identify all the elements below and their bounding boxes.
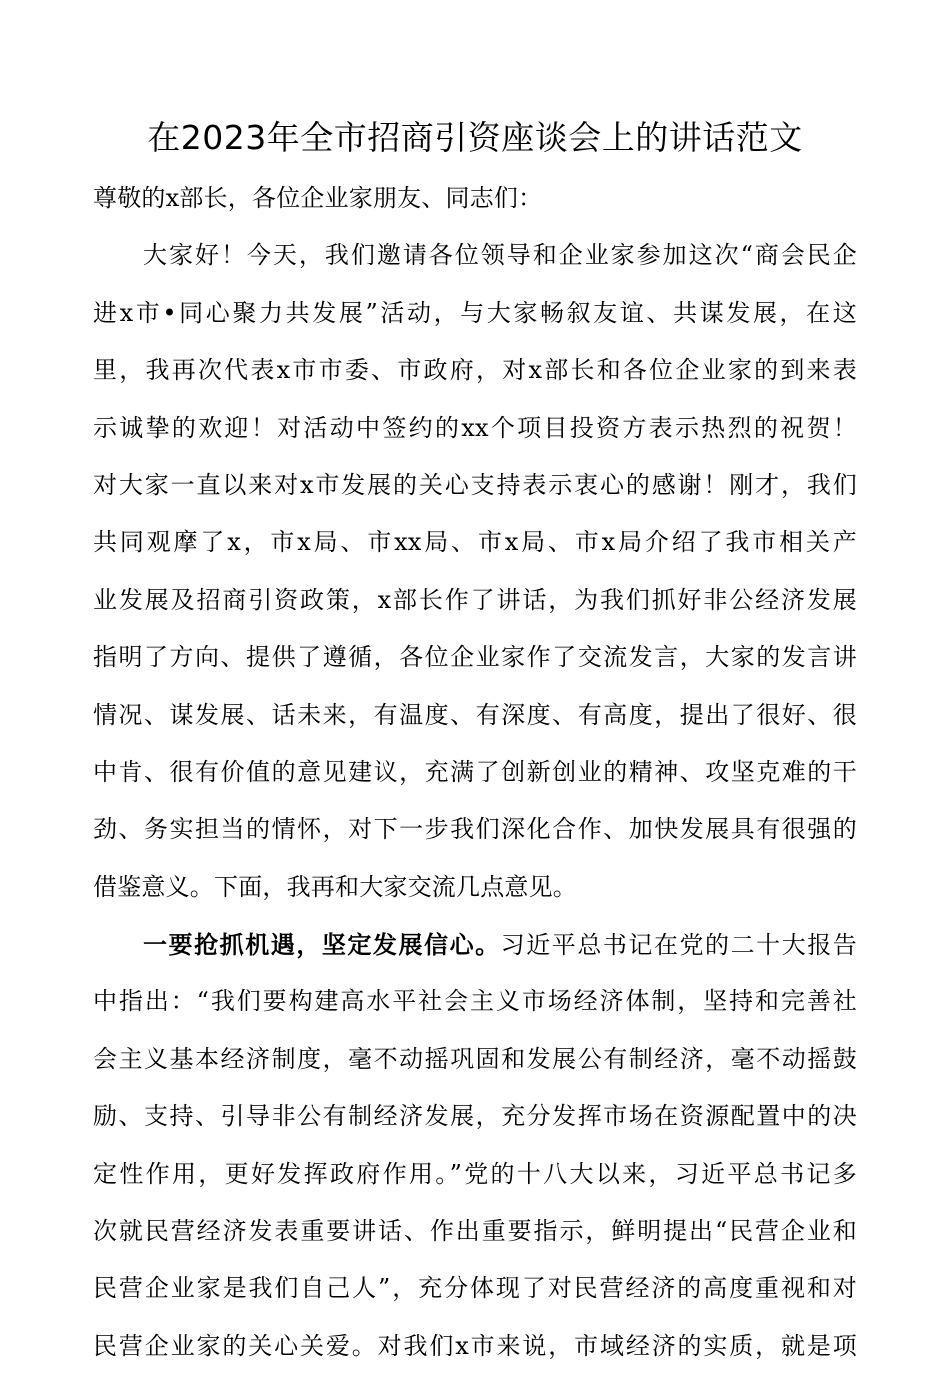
paragraph-line: 借鉴意义。下面，我再和大家交流几点意见。 bbox=[93, 872, 577, 901]
paragraph-line: 共同观摩了x，市x局、市xx局、市x局、市x局介绍了我市相关产 bbox=[93, 528, 857, 557]
paragraph-line bbox=[93, 916, 857, 973]
section-heading: 一要抢抓机遇，坚定发展信心。 bbox=[143, 930, 501, 960]
document-title: 在2023年全市招商引资座谈会上的讲话范文 bbox=[147, 118, 803, 157]
paragraph-line: 里，我再次代表x市市委、市政府，对x部长和各位企业家的到来表 bbox=[93, 356, 857, 385]
paragraph-line: 次就民营经济发表重要讲话、作出重要指示，鲜明提出“民营企业和 bbox=[93, 1217, 857, 1246]
paragraph-line: 业发展及招商引资政策，x部长作了讲话，为我们抓好非公经济发展 bbox=[93, 585, 857, 614]
paragraph-line: 民营企业家是我们自己人”，充分体现了对民营经济的高度重视和对 bbox=[93, 1274, 857, 1303]
paragraph-1 bbox=[93, 227, 857, 916]
paragraph-line: 进x市•同心聚力共发展”活动，与大家畅叙友谊、共谋发展，在这 bbox=[93, 298, 857, 327]
paragraph-line: 定性作用，更好发挥政府作用。”党的十八大以来，习近平总书记多 bbox=[93, 1159, 857, 1188]
document-body bbox=[93, 170, 857, 1375]
paragraph-line: 示诚挚的欢迎！对活动中签约的xx个项目投资方表示热烈的祝贺！ bbox=[93, 413, 857, 442]
paragraph-line: 民营企业家的关心关爱。对我们x市来说，市域经济的实质，就是项 bbox=[93, 1331, 857, 1360]
paragraph-2 bbox=[93, 916, 857, 1375]
salutation: 尊敬的x部长，各位企业家朋友、同志们： bbox=[93, 184, 543, 212]
paragraph-line: 指明了方向、提供了遵循，各位企业家作了交流发言，大家的发言讲 bbox=[93, 643, 857, 672]
paragraph-line: 励、支持、引导非公有制经济发展，充分发挥市场在资源配置中的决 bbox=[93, 1102, 857, 1131]
paragraph-line: 中肯、很有价值的意见建议，充满了创新创业的精神、攻坚克难的干 bbox=[93, 757, 857, 786]
paragraph-line: 会主义基本经济制度，毫不动摇巩固和发展公有制经济，毫不动摇鼓 bbox=[93, 1044, 857, 1073]
paragraph-line: 大家好！今天，我们邀请各位领导和企业家参加这次“商会民企 bbox=[143, 241, 857, 270]
paragraph-line: 中指出：“我们要构建高水平社会主义市场经济体制，坚持和完善社 bbox=[93, 987, 857, 1016]
paragraph-line: 劲、务实担当的情怀，对下一步我们深化合作、加快发展具有很强的 bbox=[93, 815, 857, 844]
paragraph-line: 情况、谋发展、话未来，有温度、有深度、有高度，提出了很好、很 bbox=[93, 700, 857, 729]
paragraph-line-rest: 习近平总书记在党的二十大报告 bbox=[500, 931, 857, 960]
paragraph-line: 对大家一直以来对x市发展的关心支持表示衷心的感谢！刚才，我们 bbox=[93, 470, 857, 499]
